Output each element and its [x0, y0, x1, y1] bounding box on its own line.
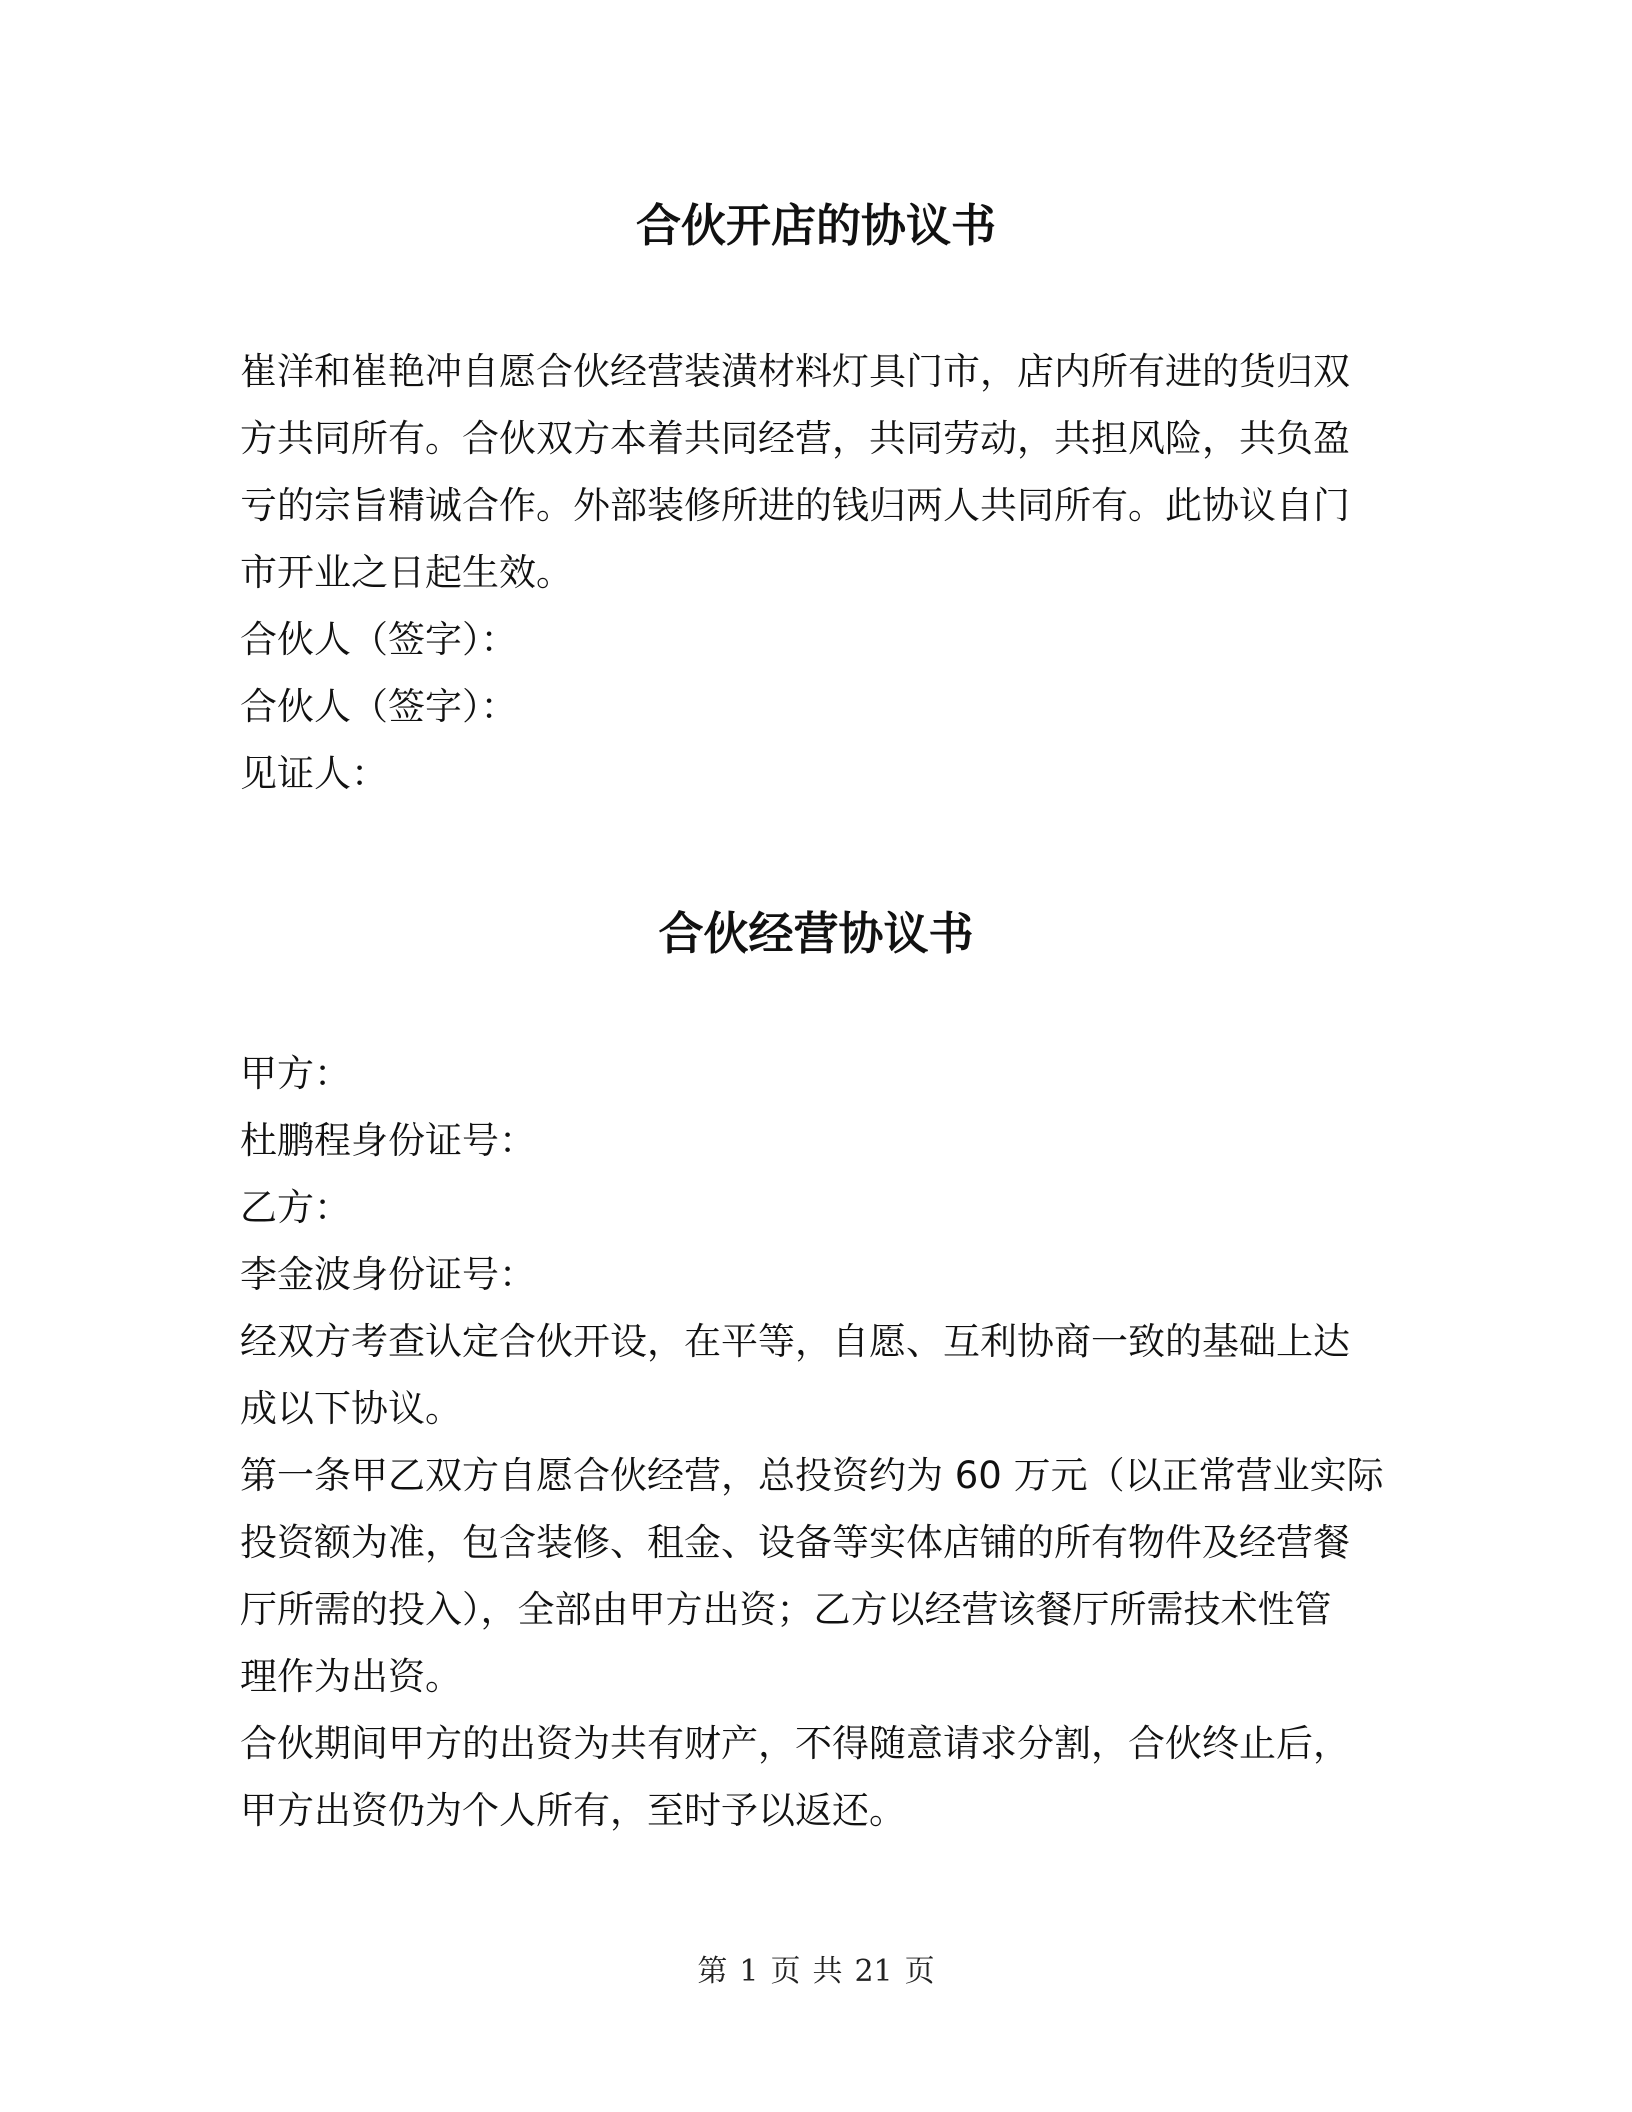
paragraph-line: 亏的宗旨精诚合作。外部装修所进的钱归两人共同所有。此协议自门: [240, 484, 1350, 527]
signature-line-witness: 见证人：: [240, 752, 388, 795]
paragraph-line: 崔洋和崔艳冲自愿合伙经营装潢材料灯具门市，店内所有进的货归双: [240, 350, 1350, 393]
section-2-body: [240, 1040, 1400, 1844]
current-page-number: 1: [739, 1954, 759, 1989]
party-b-field: 乙方：: [240, 1186, 351, 1229]
signature-line-partner-1: 合伙人（签字）：: [240, 618, 518, 661]
clause-line: 投资额为准，包含装修、租金、设备等实体店铺的所有物件及经营餐: [240, 1521, 1350, 1564]
paragraph-line: 经双方考查认定合伙开设，在平等，自愿、互利协商一致的基础上达: [240, 1320, 1350, 1363]
paragraph-line: 方共同所有。合伙双方本着共同经营，共同劳动，共担风险，共负盈: [240, 417, 1350, 460]
clause-line: 理作为出资。: [240, 1655, 462, 1698]
paragraph-line: 成以下协议。: [240, 1387, 462, 1430]
section-1-title: 合伙开店的协议书: [635, 199, 996, 252]
signature-line-partner-2: 合伙人（签字）：: [240, 685, 518, 728]
party-a-id-field: 杜鹏程身份证号：: [240, 1119, 536, 1162]
footer-prefix: 第: [697, 1954, 728, 1989]
footer-page-label: 页: [770, 1954, 801, 1989]
party-a-field: 甲方：: [240, 1052, 351, 1095]
footer-total-label: 页: [904, 1954, 935, 1989]
total-page-count: 21: [854, 1954, 893, 1989]
paragraph-line: 市开业之日起生效。: [240, 551, 573, 594]
paragraph-line: 合伙期间甲方的出资为共有财产，不得随意请求分割，合伙终止后，: [240, 1722, 1350, 1765]
party-b-id-field: 李金波身份证号：: [240, 1253, 536, 1296]
clause-line: 第一条甲乙双方自愿合伙经营，总投资约为 60 万元（以正常营业实际: [240, 1454, 1384, 1497]
page-footer: [0, 1952, 1632, 1992]
section-2-title: 合伙经营协议书: [658, 907, 974, 960]
footer-total-prefix: 共: [812, 1954, 843, 1989]
clause-line: 厅所需的投入），全部由甲方出资；乙方以经营该餐厅所需技术性管: [240, 1588, 1332, 1631]
section-1-body: [240, 338, 1400, 807]
paragraph-line: 甲方出资仍为个人所有，至时予以返还。: [240, 1789, 906, 1832]
